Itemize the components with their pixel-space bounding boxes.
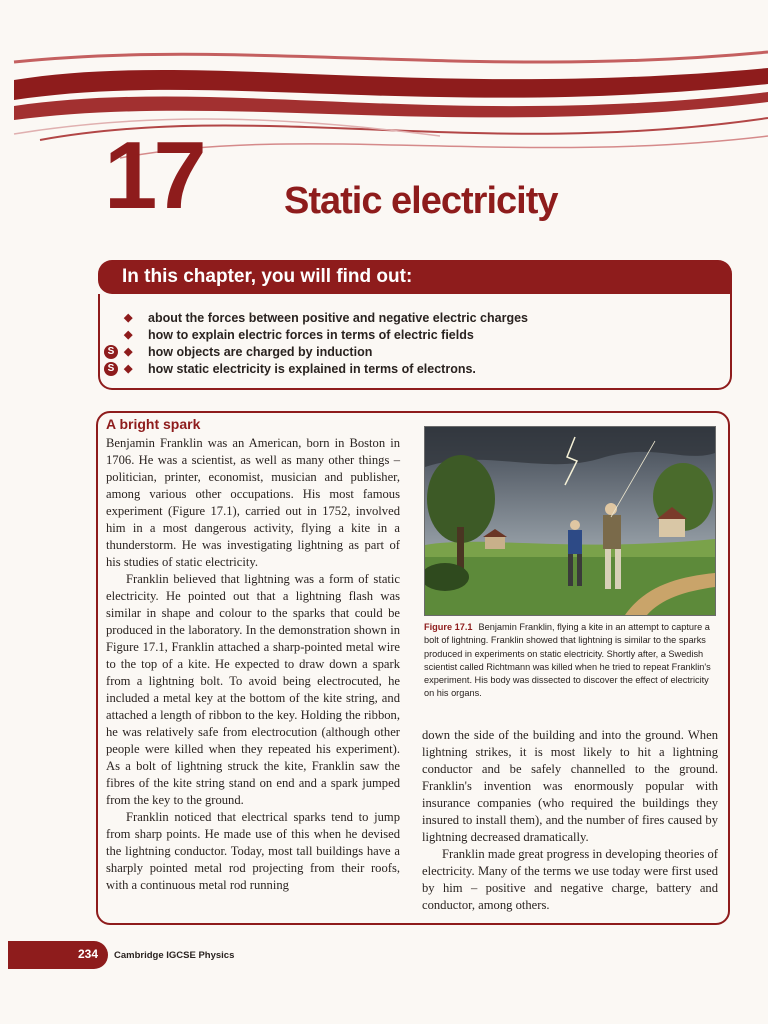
book-title: Cambridge IGCSE Physics xyxy=(114,950,235,961)
objectives-header: In this chapter, you will find out: xyxy=(122,266,413,287)
objective-item: S ◆ how objects are charged by induction xyxy=(98,344,732,361)
objective-item: ◆ about the forces between positive and negative electric charges xyxy=(124,311,528,325)
story-paragraph: Franklin noticed that electrical sparks tend to jump from sharp points. He made use of this when he devised the lightning conductor. Today, most tall buildings have a sharply pointed metal rod projecting from their roofs, with a continuous metal rod running xyxy=(106,810,400,892)
story-paragraph: down the side of the building and into the ground. When lightning strikes, it is most likely to hit a lightning conductor and be safely channelled to the ground. Franklin's invention was enormously popular with insurance companies (who required the buildings they insured to install them), and the number of fires caused by lightning decreased dramatically. xyxy=(422,728,718,844)
objective-item: S ◆ how static electricity is explained in terms of electrons. xyxy=(98,361,732,378)
supplement-badge-icon: S xyxy=(104,362,118,376)
objective-item: ◆ how to explain electric forces in terms of electric fields xyxy=(124,328,474,342)
story-right-column xyxy=(422,727,718,914)
story-paragraph: Franklin believed that lightning was a form of static electricity. He pointed out that a lightning flash was similar in shape and colour to the sparks that could be produced in the laboratory. In the demonstration shown in Figure 17.1, Franklin attached a sharp-pointed metal wire to the top of a kite. He expected to draw down a spark from a lightning bolt. To avoid being electrocuted, he included a metal key at the bottom of the kite string, and attached a length of ribbon to the key. Holding the ribbon, he was relatively safe from electrocution (although other people were killed when they repeated his experiment). As a bolt of lightning struck the kite, Franklin saw the fibres of the kite string stand on end and a spark jumped from the key to the ground. xyxy=(106,572,400,807)
diamond-bullet-icon: ◆ xyxy=(124,312,133,324)
story-heading: A bright spark xyxy=(106,416,201,432)
objectives-header-bar xyxy=(98,260,732,294)
page-number: 234 xyxy=(78,947,99,961)
chapter-number: 17 xyxy=(104,122,203,229)
supplement-badge-icon: S xyxy=(104,345,118,359)
diamond-bullet-icon: ◆ xyxy=(124,329,133,341)
story-left-column xyxy=(106,435,400,894)
figure-caption xyxy=(424,621,720,701)
diamond-bullet-icon: ◆ xyxy=(124,363,133,375)
chapter-title: Static electricity xyxy=(284,180,558,222)
figure-caption-text: Benjamin Franklin, flying a kite in an attempt to capture a bolt of lightning. Franklin showed that lightning is similar to the sparks produced in experiments on static electricity. Shortly after, a Swedish scientist called Richtmann was killed when he tried to repeat Franklin's experiment. His body was dissected to discover the effect of electricity on his organs. xyxy=(424,622,711,699)
figure-label: Figure 17.1 xyxy=(424,622,473,632)
story-paragraph: Franklin made great progress in developing theories of electricity. Many of the terms we use today were first used by him – positive and negative charge, battery and conductor, among others. xyxy=(422,847,718,912)
objectives-list xyxy=(98,310,732,378)
diamond-bullet-icon: ◆ xyxy=(124,346,133,358)
chapter-objectives-box xyxy=(98,260,732,390)
franklin-kite-illustration xyxy=(424,426,716,616)
story-paragraph: Benjamin Franklin was an American, born in Boston in 1706. He was a scientist, as well as many other things – politician, printer, economist, musician and publisher, among various other occupations. His most famous experiment (Figure 17.1), carried out in 1752, involved him in a most dangerous activity, flying a kite in a thunderstorm. He was investigating lightning as part of his studies of static electricity. xyxy=(106,436,400,569)
